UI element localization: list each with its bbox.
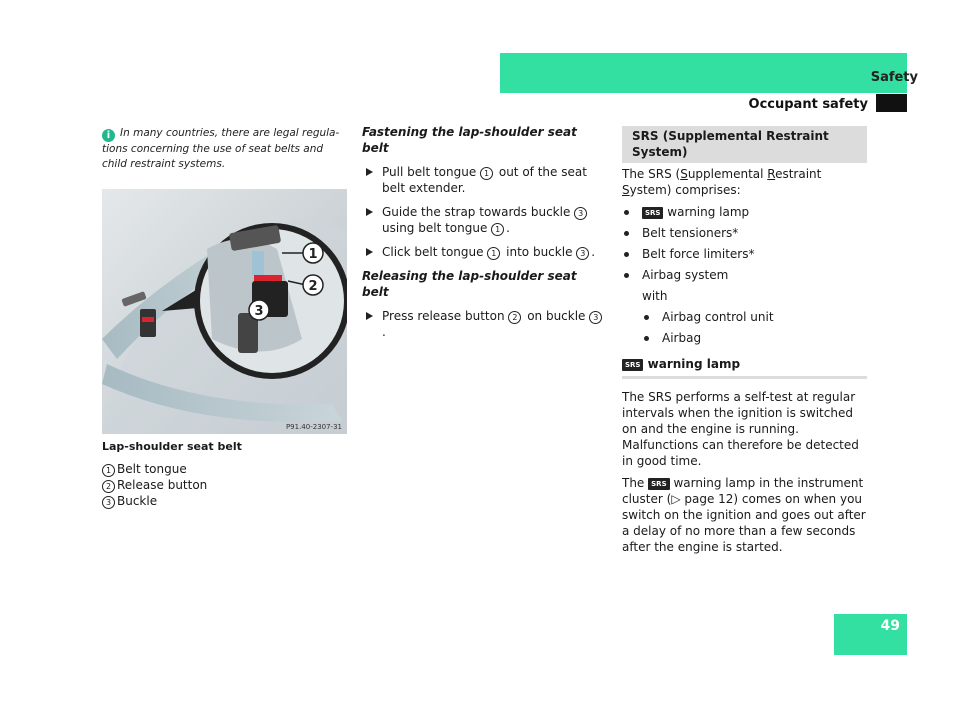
step-arrow-icon [366, 248, 373, 256]
figure-legend [102, 461, 347, 509]
srs-intro: The SRS (Supplemental Restraint System) comprises: [622, 167, 822, 197]
legend-item: 2 Release button [102, 477, 347, 493]
seat-belt-illustration [102, 189, 347, 434]
legend-item: 1 Belt tongue [102, 461, 347, 477]
paragraph-warning-lamp: The SRS warning lamp in the instrument cluster (▷ page 12) comes on when you switch on the ignition and goes out after a delay of no more than a few seconds after the engine is started. [622, 476, 866, 554]
figure-caption: Lap-shoulder seat belt [102, 440, 242, 453]
header-green-bar [500, 53, 907, 93]
callout-3-label: 3 [254, 304, 264, 319]
callout-2-label: 2 [308, 279, 318, 294]
sub-list-item: Airbag [622, 330, 867, 346]
list-with: with [642, 289, 668, 303]
info-icon: i [102, 129, 115, 142]
subsection-title: Occupant safety [748, 97, 868, 112]
legend-item: 3 Buckle [102, 493, 347, 509]
column-left [102, 126, 347, 509]
srs-warning-icon: SRS [648, 478, 669, 490]
step-arrow-icon [366, 168, 373, 176]
list-item: Airbag system [622, 267, 867, 283]
heading-fastening: Fastening the lap-shoulder seat belt [362, 125, 577, 155]
srs-lamp-heading: SRS warning lamp [622, 356, 867, 379]
step-press-release: Press release button 2 on buckle 3. [362, 308, 607, 340]
column-right [622, 126, 867, 561]
list-item: SRS warning lamp [622, 204, 867, 220]
page-ref-arrow-icon: ▷ [671, 492, 681, 506]
info-note-text: In many countries, there are legal regula- tions concerning the use of seat belts and child restraint systems. [102, 127, 340, 170]
step-click-tongue: Click belt tongue 1 into buckle 3 . [362, 244, 607, 260]
list-item: Belt force limiters* [622, 246, 867, 262]
srs-warning-icon: SRS [642, 207, 663, 219]
sub-list-item: Airbag control unit [622, 309, 867, 325]
srs-warning-icon: SRS [622, 359, 643, 371]
heading-releasing: Releasing the lap-shoulder seat belt [362, 269, 577, 299]
info-note [102, 126, 347, 172]
step-arrow-icon [366, 208, 373, 216]
image-code: P91.40-2307-31 [285, 423, 342, 431]
section-title: Safety [870, 70, 918, 85]
step-pull-tongue: Pull belt tongue 1 out of the seat belt extender. [362, 164, 607, 196]
step-arrow-icon [366, 312, 373, 320]
step-guide-strap: Guide the strap towards buckle 3 using belt tongue 1 . [362, 204, 607, 236]
column-middle [362, 124, 607, 348]
paragraph-self-test: The SRS performs a self-test at regular intervals when the ignition is switched on and the engine is running. Malfunctions can therefore be detected in good time. [622, 390, 859, 468]
page-number: 49 [880, 618, 900, 634]
callout-1-label: 1 [308, 247, 318, 262]
srs-heading-box: SRS (Supplemental Restraint System) [622, 126, 867, 163]
header-black-tab [876, 94, 907, 112]
list-item: Belt tensioners* [622, 225, 867, 241]
